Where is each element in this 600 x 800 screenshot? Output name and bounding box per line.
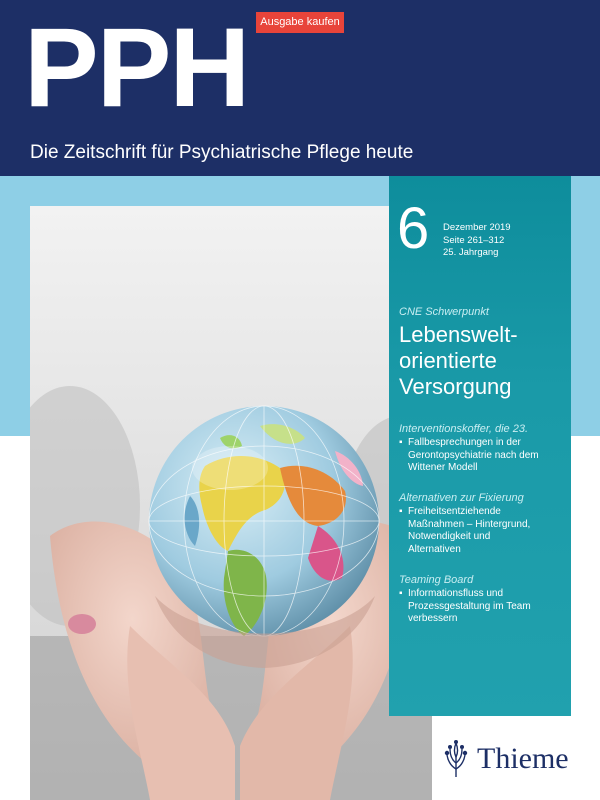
publisher-name: Thieme xyxy=(477,742,569,775)
thieme-tree-icon xyxy=(441,739,471,779)
issue-panel xyxy=(389,176,571,716)
section-item xyxy=(399,437,567,475)
bullet-icon: ▪ xyxy=(399,437,403,448)
cne-title xyxy=(399,322,567,400)
bullet-icon: ▪ xyxy=(399,506,403,517)
bullet-icon: ▪ xyxy=(399,588,403,599)
cne-title-line: orientierte xyxy=(399,348,497,373)
masthead xyxy=(0,0,600,176)
section-label: Teaming Board xyxy=(399,574,474,586)
section-item-line: Wittener Modell xyxy=(408,462,478,473)
section-label: Alternativen zur Fixierung xyxy=(399,492,524,504)
issue-date: Dezember 2019 xyxy=(443,222,511,233)
section-item-line: Informationsfluss und xyxy=(408,588,504,599)
issue-volume: 25. Jahrgang xyxy=(443,247,499,258)
section-teaming-board xyxy=(399,574,567,626)
section-item-line: Notwendigkeit und xyxy=(408,531,491,542)
hands-holding-globe-image xyxy=(30,206,432,800)
section-item-line: Fallbesprechungen in der xyxy=(408,437,521,448)
section-item-line: Prozessgestaltung im Team xyxy=(408,600,531,612)
section-fixierung xyxy=(399,492,567,556)
section-item xyxy=(399,588,567,626)
cne-title-line: Lebenswelt- xyxy=(399,322,518,347)
section-item xyxy=(399,506,567,556)
cover-photo xyxy=(30,206,432,800)
journal-logo: PPH xyxy=(24,5,249,130)
cne-title-line: Versorgung xyxy=(399,374,512,399)
section-item-line: Gerontopsychiatrie nach dem xyxy=(408,449,539,461)
section-item-line: Alternativen xyxy=(408,543,461,555)
cne-label: CNE Schwerpunkt xyxy=(399,306,489,318)
issue-meta xyxy=(443,222,511,260)
section-item-line: Freiheitsentziehende xyxy=(408,506,501,517)
issue-number: 6 xyxy=(397,196,430,261)
section-label: Interventionskoffer, die 23. xyxy=(399,423,529,435)
section-interventionskoffer xyxy=(399,423,567,475)
section-item-line: verbessern xyxy=(408,613,458,624)
publisher-logo xyxy=(441,738,581,780)
journal-subtitle: Die Zeitschrift für Psychiatrische Pflege heute xyxy=(30,142,414,163)
buy-issue-button[interactable]: Ausgabe kaufen xyxy=(256,12,344,33)
issue-pages: Seite 261–312 xyxy=(443,234,505,246)
section-item-line: Maßnahmen – Hintergrund, xyxy=(408,518,531,530)
